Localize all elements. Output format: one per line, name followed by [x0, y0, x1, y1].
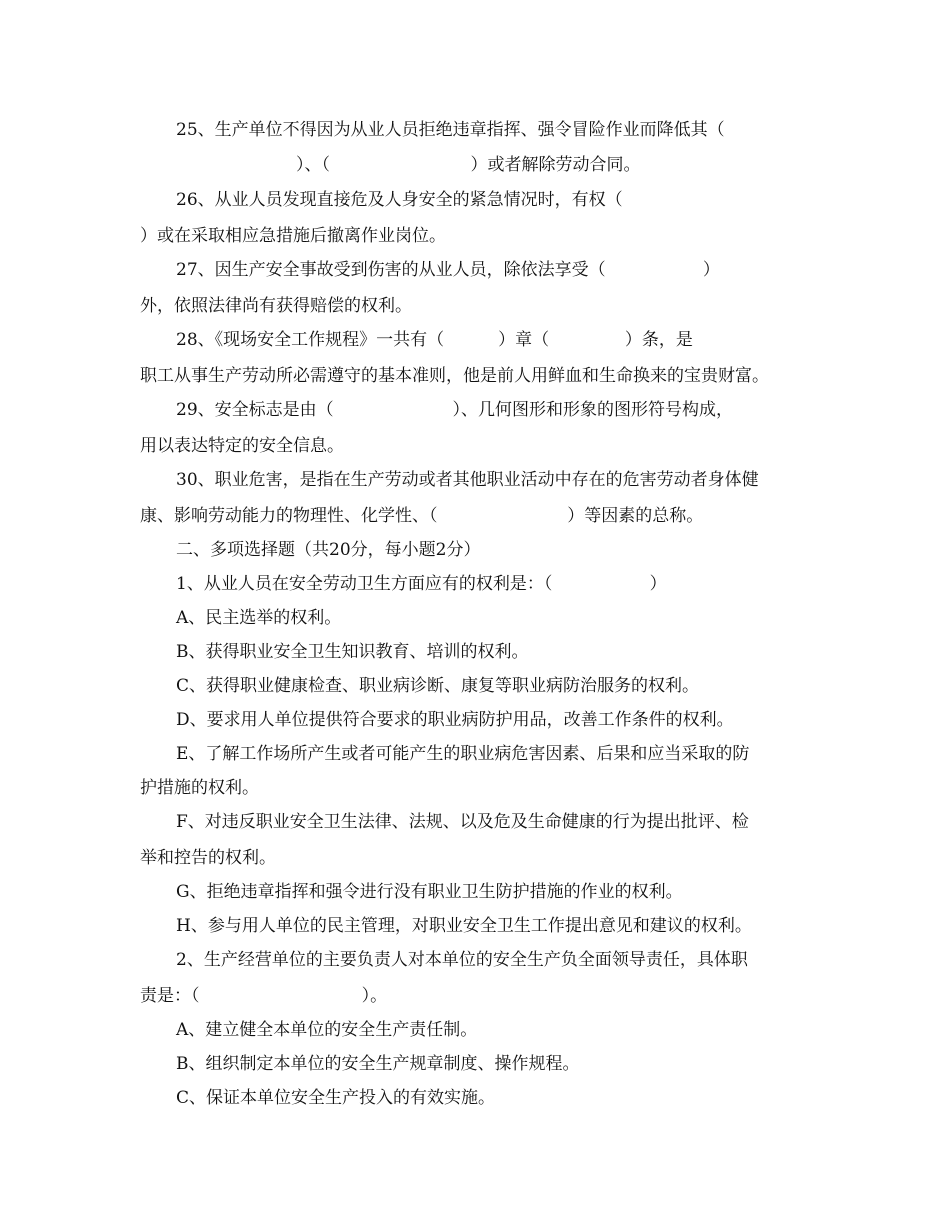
q30-line1: 30、职业危害，是指在生产劳动或者其他职业活动中存在的危害劳动者身体健 — [176, 470, 759, 490]
q25-line2: ）、（ ）或者解除劳动合同。 — [296, 155, 641, 175]
q1-option-e-line2: 护措施的权利。 — [140, 778, 259, 798]
q28-line1: 28、《现场安全工作规程》一共有（ ）章（ ）条，是 — [176, 330, 693, 350]
section2-heading: 二、多项选择题（共20分，每小题2分） — [176, 540, 481, 560]
q29-line1: 29、安全标志是由（ ）、几何图形和形象的图形符号构成， — [176, 400, 734, 420]
q25-line1: 25、生产单位不得因为从业人员拒绝违章指挥、强令冒险作业而降低其（ — [176, 120, 725, 140]
q29-line2: 用以表达特定的安全信息。 — [140, 436, 344, 456]
q1-option-h: H、参与用人单位的民主管理，对职业安全卫生工作提出意见和建议的权利。 — [176, 916, 752, 936]
q27-line2: 外，依照法律尚有获得赔偿的权利。 — [140, 296, 412, 316]
q26-line1: 26、从业人员发现直接危及人身安全的紧急情况时，有权（ — [176, 190, 623, 210]
q1-option-d: D、要求用人单位提供符合要求的职业病防护用品，改善工作条件的权利。 — [176, 710, 734, 730]
q1-option-c: C、获得职业健康检查、职业病诊断、康复等职业病防治服务的权利。 — [176, 676, 700, 696]
q2-stem-line2: 责是：（ ）。 — [140, 986, 388, 1006]
q2-option-a: A、建立健全本单位的安全生产责任制。 — [176, 1020, 478, 1040]
q2-stem-line1: 2、生产经营单位的主要负责人对本单位的安全生产负全面领导责任，具体职 — [176, 950, 748, 970]
q2-option-c: C、保证本单位安全生产投入的有效实施。 — [176, 1088, 496, 1108]
q1-option-g: G、拒绝违章指挥和强令进行没有职业卫生防护措施的作业的权利。 — [176, 882, 683, 902]
q26-line2: ）或在采取相应急措施后撤离作业岗位。 — [140, 226, 446, 246]
q1-option-f-line1: F、对违反职业安全卫生法律、法规、以及危及生命健康的行为提出批评、检 — [176, 812, 749, 832]
q1-option-a: A、民主选举的权利。 — [176, 608, 342, 628]
q27-line1: 27、因生产安全事故受到伤害的从业人员，除依法享受（ ） — [176, 260, 720, 280]
q28-line2: 职工从事生产劳动所必需遵守的基本准则，他是前人用鲜血和生命换来的宝贵财富。 — [140, 366, 769, 386]
q2-option-b: B、组织制定本单位的安全生产规章制度、操作规程。 — [176, 1054, 580, 1074]
q1-option-f-line2: 举和控告的权利。 — [140, 848, 276, 868]
q1-option-b: B、获得职业安全卫生知识教育、培训的权利。 — [176, 642, 529, 662]
q1-option-e-line1: E、了解工作场所产生或者可能产生的职业病危害因素、后果和应当采取的防 — [176, 744, 750, 764]
q1-stem: 1、从业人员在安全劳动卫生方面应有的权利是：（ ） — [176, 574, 667, 594]
q30-line2: 康、影响劳动能力的物理性、化学性、（ ）等因素的总称。 — [140, 506, 704, 526]
